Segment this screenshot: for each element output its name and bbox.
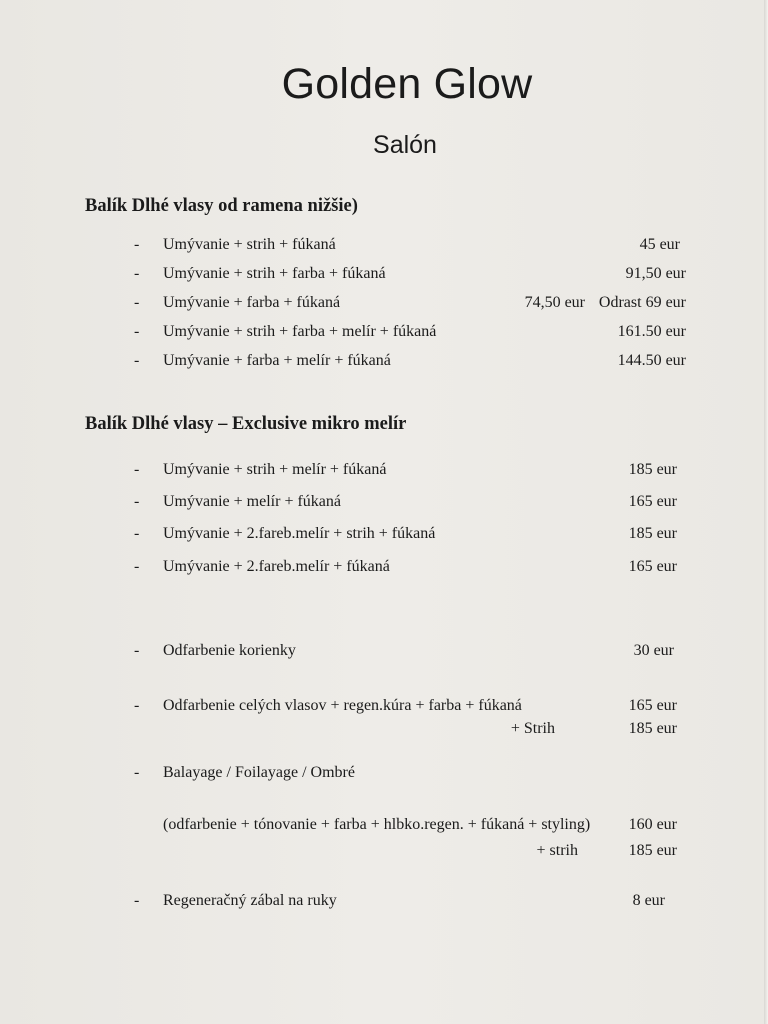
- service-price: Odrast 69 eur: [598, 294, 686, 311]
- service-price: 144.50 eur: [617, 352, 686, 369]
- addon-price: 185 eur: [628, 720, 677, 737]
- list-bullet: -: [134, 642, 140, 659]
- service-detail: (odfarbenie + tónovanie + farba + hlbko.regen. + fúkaná + styling): [163, 816, 591, 833]
- service-price: 185 eur: [628, 525, 677, 542]
- addon-label: + Strih: [510, 720, 555, 737]
- service-label: Odfarbenie korienky: [163, 642, 296, 659]
- list-bullet: -: [134, 294, 140, 311]
- service-price: 161.50 eur: [617, 323, 686, 340]
- list-bullet: -: [134, 265, 140, 282]
- list-bullet: -: [134, 461, 140, 478]
- service-price: 8 eur: [632, 892, 665, 909]
- salon-title: Golden Glow: [281, 60, 533, 108]
- list-bullet: -: [134, 697, 140, 714]
- list-bullet: -: [134, 236, 140, 253]
- service-price: 165 eur: [628, 697, 677, 714]
- service-label: Umývanie + farba + melír + fúkaná: [163, 352, 391, 369]
- service-label: Regeneračný zábal na ruky: [163, 892, 337, 909]
- list-bullet: -: [134, 352, 140, 369]
- addon-price: 185 eur: [628, 842, 677, 859]
- section-heading-long-hair: Balík Dlhé vlasy od ramena nižšie): [85, 196, 358, 216]
- list-bullet: -: [134, 558, 140, 575]
- list-bullet: -: [134, 323, 140, 340]
- list-bullet: -: [134, 493, 140, 510]
- service-label: Umývanie + melír + fúkaná: [163, 493, 341, 510]
- addon-label: + strih: [536, 842, 578, 859]
- service-price-secondary: 74,50 eur: [524, 294, 585, 311]
- service-price: 30 eur: [633, 642, 674, 659]
- list-bullet: -: [134, 892, 140, 909]
- service-price: 185 eur: [628, 461, 677, 478]
- service-label: Umývanie + 2.fareb.melír + fúkaná: [163, 558, 390, 575]
- detail-price: 160 eur: [628, 816, 677, 833]
- service-label: Balayage / Foilayage / Ombré: [163, 764, 355, 781]
- service-price: 165 eur: [628, 493, 677, 510]
- service-label: Umývanie + farba + fúkaná: [163, 294, 341, 311]
- salon-subtitle: Salón: [373, 131, 437, 159]
- service-price: 91,50 eur: [625, 265, 686, 282]
- service-label: Umývanie + strih + farba + melír + fúkaná: [163, 323, 437, 340]
- service-label: Umývanie + strih + melír + fúkaná: [163, 461, 387, 478]
- service-label: Umývanie + 2.fareb.melír + strih + fúkaná: [163, 525, 436, 542]
- list-bullet: -: [134, 525, 140, 542]
- list-bullet: -: [134, 764, 140, 781]
- service-price: 165 eur: [628, 558, 677, 575]
- service-label: Umývanie + strih + farba + fúkaná: [163, 265, 386, 282]
- service-label: Odfarbenie celých vlasov + regen.kúra + farba + fúkaná: [163, 697, 522, 714]
- service-price: 45 eur: [639, 236, 680, 253]
- service-label: Umývanie + strih + fúkaná: [163, 236, 336, 253]
- section-heading-micro-highlights: Balík Dlhé vlasy – Exclusive mikro melír: [85, 414, 407, 434]
